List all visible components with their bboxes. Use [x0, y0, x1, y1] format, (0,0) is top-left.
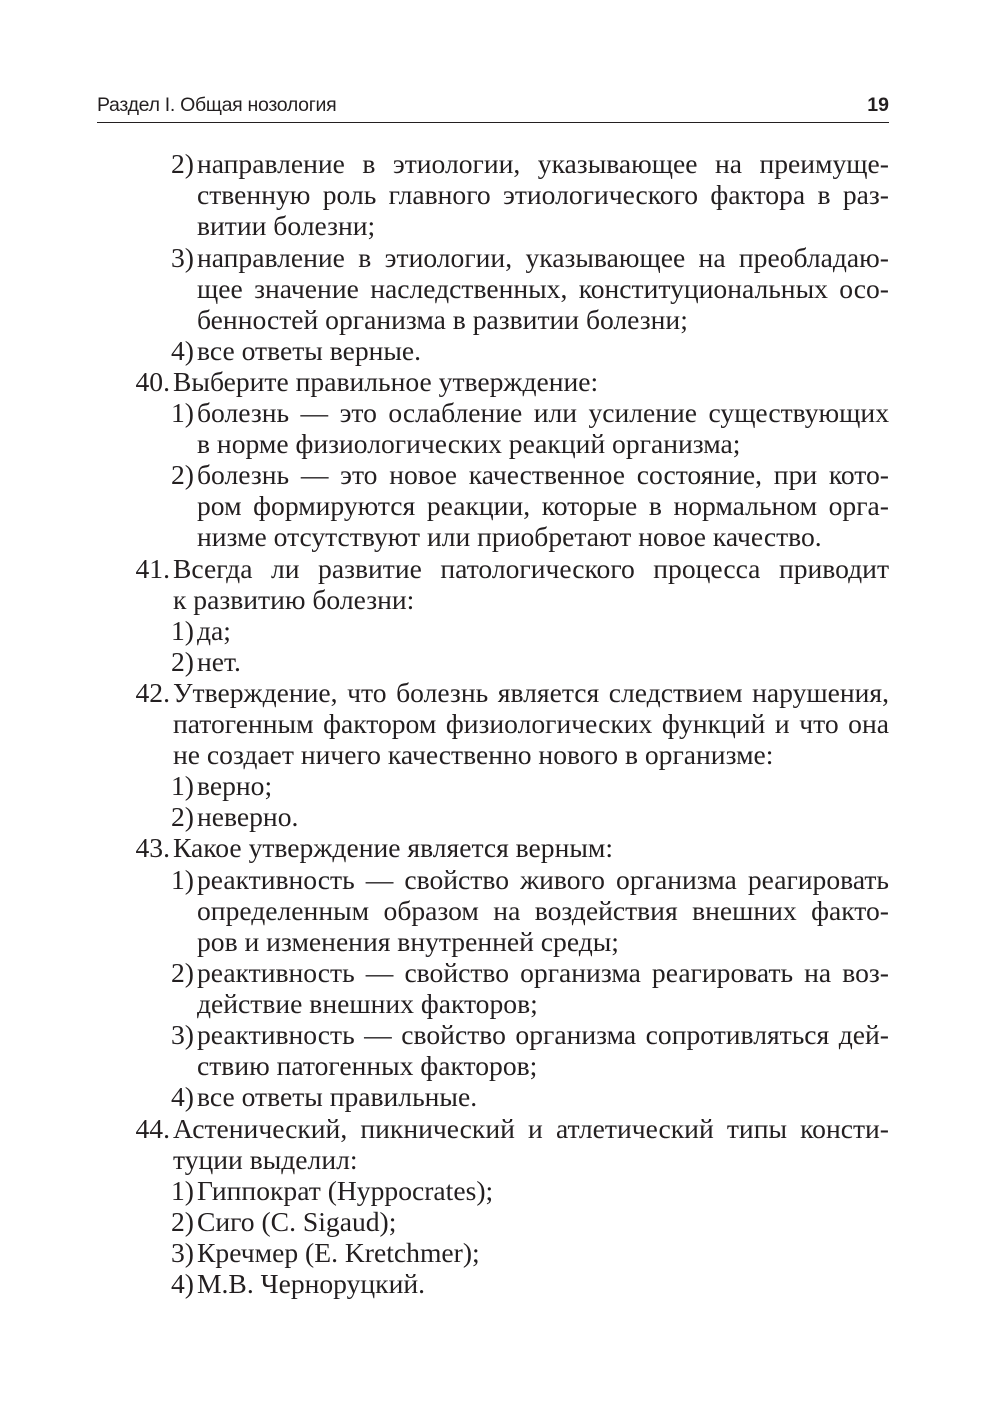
option-text: действие внешних факторов; — [197, 988, 538, 1019]
option-text: верно; — [197, 770, 273, 801]
question-text: не создает ничего качественно нового в организме: — [173, 739, 774, 770]
option-number: 2) — [171, 646, 194, 677]
question-number: 43. — [135, 832, 170, 863]
option-number: 1) — [171, 864, 194, 895]
option-text: Сиго (C. Sigaud); — [197, 1206, 397, 1237]
option-text: бенностей организма в развитии болезни; — [197, 304, 688, 335]
option-number: 2) — [171, 459, 194, 490]
option-number: 3) — [171, 242, 194, 273]
question-text: туции выделил: — [173, 1144, 358, 1175]
question-text: Утверждение, что болезнь является следствием нарушения, — [173, 677, 889, 708]
question-number: 42. — [135, 677, 170, 708]
option-text: определенным образом на воздействия внешних факто- — [197, 895, 889, 926]
option-text: ров и изменения внутренней среды; — [197, 926, 619, 957]
option-text: да; — [197, 615, 231, 646]
option-number: 1) — [171, 1175, 194, 1206]
question-number: 41. — [135, 553, 170, 584]
option-text: щее значение наследственных, конституциональных осо- — [197, 273, 889, 304]
option-text: реактивность — свойство организма сопротивляться дей- — [197, 1019, 889, 1050]
option-number: 4) — [171, 335, 194, 366]
option-text: все ответы правильные. — [197, 1081, 478, 1112]
option-number: 2) — [171, 148, 194, 179]
section-title: Раздел I. Общая нозология — [97, 94, 337, 116]
option-text: Гиппократ (Hyppocrates); — [197, 1175, 494, 1206]
question-text: Астенический, пикнический и атлетический типы консти- — [173, 1113, 889, 1144]
option-text: ром формируются реакции, которые в нормальном орга- — [197, 490, 889, 521]
question-text: Всегда ли развитие патологического процесса приводит — [173, 553, 889, 584]
option-number: 2) — [171, 1206, 194, 1237]
option-text: ственную роль главного этиологического фактора в раз- — [197, 179, 889, 210]
option-text: реактивность — свойство живого организма реагировать — [197, 864, 889, 895]
option-text: болезнь — это новое качественное состояние, при кото- — [197, 459, 889, 490]
option-number: 4) — [171, 1081, 194, 1112]
option-text: болезнь — это ослабление или усиление существующих — [197, 397, 889, 428]
option-text: направление в этиологии, указывающее на преимуще- — [197, 148, 889, 179]
option-text: нет. — [197, 646, 241, 677]
option-number: 1) — [171, 397, 194, 428]
option-number: 2) — [171, 957, 194, 988]
option-text: реактивность — свойство организма реагировать на воз- — [197, 957, 889, 988]
option-text: в норме физиологических реакций организма; — [197, 428, 741, 459]
option-number: 1) — [171, 770, 194, 801]
question-text: к развитию болезни: — [173, 584, 415, 615]
option-text: все ответы верные. — [197, 335, 422, 366]
page-number: 19 — [867, 94, 889, 116]
option-number: 4) — [171, 1268, 194, 1299]
question-number: 44. — [135, 1113, 170, 1144]
option-number: 3) — [171, 1019, 194, 1050]
option-number: 3) — [171, 1237, 194, 1268]
option-number: 2) — [171, 801, 194, 832]
question-number: 40. — [135, 366, 170, 397]
question-text: Какое утверждение является верным: — [173, 832, 614, 863]
option-number: 1) — [171, 615, 194, 646]
question-text: патогенным фактором физиологических функций и что она — [173, 708, 889, 739]
option-text: Кречмер (E. Kretchmer); — [197, 1237, 480, 1268]
option-text: неверно. — [197, 801, 299, 832]
option-text: М.В. Черноруцкий. — [197, 1268, 426, 1299]
option-text: ствию патогенных факторов; — [197, 1050, 538, 1081]
option-text: низме отсутствуют или приобретают новое качество. — [197, 521, 822, 552]
question-text: Выберите правильное утверждение: — [173, 366, 599, 397]
option-text: направление в этиологии, указывающее на преобладаю- — [197, 242, 889, 273]
option-text: витии болезни; — [197, 210, 376, 241]
